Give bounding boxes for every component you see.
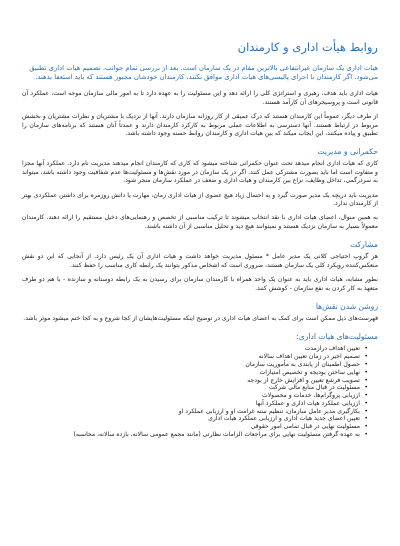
- list-item: • ارزیابی پروگرام‌ها، خدمات و محصولات: [22, 392, 368, 400]
- paragraph-staff-role: از طرف دیگر، عموماً این کارمندان هستند که درک عمیقی از کار روزانه سازمان دارند. آنها از نزدیک با مشتریان و نظرات مشتریان و بخشش مربوط در ارتباط هستند. آنها دسترسی به اطلاعات عملی مربوط به کارکرد کارمندان دارند و عمدتاً آنان هستند که برنامه‌های سازمان را تطبیق و پیاده میکنند. این ایجاب میکند که بین هیات اداری و کارمندان روابط حسنه وجود داشته باشد.: [22, 113, 378, 138]
- paragraph-board-role: هیات اداری باید هدف، رهبری و استراتژی کلی را ارائه دهد و این مسئولیت را به عهده دارد تا به امور مالی سازمان موجه است، عملکرد آن قانونی است و پروسیجرهای آن کارآمد هستند.: [22, 90, 378, 106]
- list-item: • تعیین اهداف درازمدت: [22, 345, 368, 353]
- page-title: روابط هیأت اداری و کارمندان: [237, 40, 378, 54]
- section-heading-roles: روشن شدن نقش‌ها: [315, 301, 378, 311]
- list-item: • تعیین اعضای جدید هیات اداری و ارزیابی عملکرد هیات اداری: [22, 415, 368, 423]
- list-item: • ارزیابی عملکرد هیات اداری و عملکرد آنها: [22, 400, 368, 408]
- list-item: • مسئولیت در قبال منابع مالی شرکت: [22, 384, 368, 392]
- paragraph-board-selection: به همین منوال، اعضای هیات اداری با نقد انتخاب میشوند تا ترکیب مناسبی از تخصص و رهنمایی‌های دخیل مستقیم را ارائه دهند. کارمندان معمولاً بسیار به سازمان نزدیک هستند و نمیتوانند هیچ دید و تحلیل مناسبی از آن داشته باشند.: [22, 214, 378, 230]
- paragraph-cooperation: بطور مشابه، هیات اداری باید به عنوان یک واحد همراه با کارمندان سازمان برای رسیدن به یک رابطه دوستانه و سازنده - با هم دو طرف متعهد به کار کردن به نفع سازمان - کوشش کنند.: [22, 276, 378, 292]
- list-item: • نهایی ساختن بودیجه و تخصیص امتیازات: [22, 369, 368, 377]
- paragraph-roles: فهرست‌های ذیل ممکن است برای کمک به اعضای هیات اداری در توضیح اینکه مسئولیت‌هایشان از کجا شروع و به کجا ختم میشود موثر باشد.: [23, 314, 378, 322]
- paragraph-ceo-chair: هر گروپ احتیاجی کلانی یک مدیر عامل * مسئول مدیریت خواهد داشت و هیات اداری آن یک رئیس دارد. از آنجایی که این دو نقش منعکس‌کننده رویکرد کلی یک سازمان هستند، ضروری است که اشخاص مذکور بتوانند یک رابطه کاری مناسب را حفظ کنند.: [22, 253, 378, 269]
- list-item: • تصویب فرشع تعیین و افزایش خارج از بودجه: [22, 377, 368, 385]
- list-item: • به عهده گرفتن مسئولیت نهایی برای مراجعات الزامات نظارتی (مانند مجمع عمومی سالانه، بازده سالانه، محاسبه): [22, 431, 368, 439]
- section-heading-partnership: مشارکت: [350, 240, 378, 250]
- paragraph-management: مدیریت باید دریچه یک مدیر صورت گیرد و به احتمال زیاد هیچ عضوی از هیات اداری زمان، مهارت یا دانش روزمره برای داشتن عملکردی بهتر از کارمندان ندارد.: [22, 191, 378, 208]
- paragraph-governance: کاری که هیات اداری انجام میدهد تحت عنوان حکمرانی شناخته میشود که کاری که کارمندان انجام میدهند مدیریت نام دارد. عملکرد آنها مجزا و متفاوت است اما باید بصورت مشترکی عمل کنند. اگر در یک سازمان در مورد نقش‌ها و مسئولیت‌ها عدم شفافیت وجود داشته باشد، میتواند به سردرگمی، تداخل وظایف، نزاع بین کارمندان و هیات اداری و ضعف در عملکرد سازمان منجر شود.: [22, 160, 378, 185]
- list-item: • تصمیم اخیر در زمان تعیین اهداف سالانه: [22, 353, 368, 361]
- section-heading-governance: حکمرانی و مدیریت: [317, 147, 378, 157]
- list-item: • مسئولیت نهایی در قبال تمامی امور حقوقی: [22, 423, 368, 431]
- list-item: • حصول اطمینان از پابندی به مأموریت سازمان: [22, 361, 368, 369]
- lead-paragraph: هیات اداری یک سازمان غیرانتفاعی بالاترین مقام در یک سازمان است. بعد از بررسی تمام جوانب، تصمیم هیات اداری تطبیق می‌شود. اگر کارمندان با اجرای پالیسی‌های هیات اداری موافق نکنند، کارمندان خودشان مجبور هستند که باید استعفا بدهند.: [29, 64, 378, 82]
- duties-list: [22, 345, 378, 439]
- section-heading-duties: مسئولیت‌های هیات اداری:: [296, 332, 378, 342]
- list-item: • بکارگیری مدیر عامل سازمان، تنظیم سته غرامت او و ارزیابی عملکرد او: [22, 408, 368, 416]
